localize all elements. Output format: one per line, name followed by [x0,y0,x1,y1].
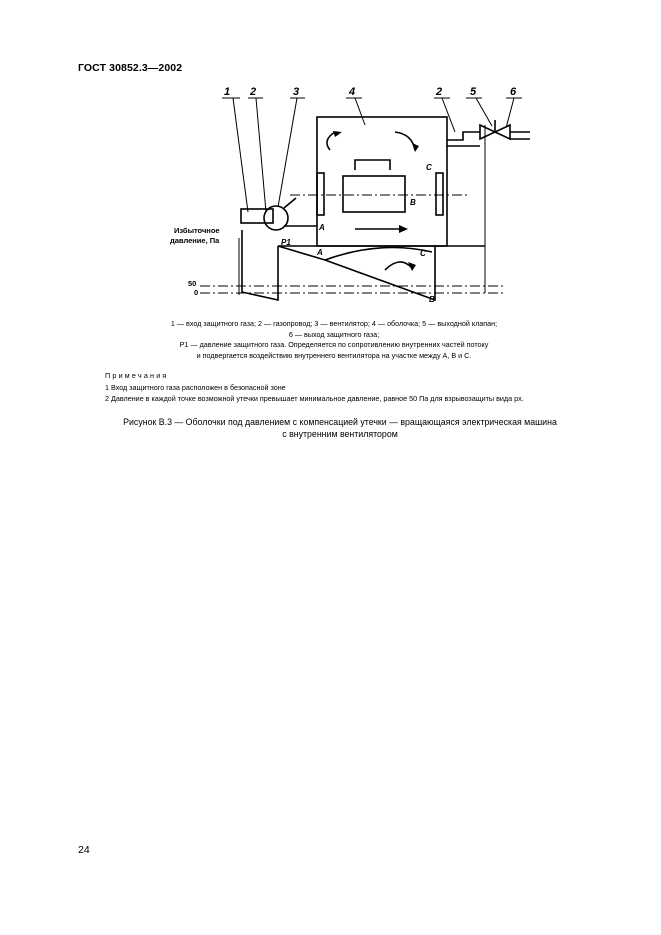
callout-3: 3 [293,86,300,98]
label-a-lower: A [317,248,323,257]
pressurized-enclosure-diagram [150,80,530,310]
motor-body [343,176,405,212]
callout-5: 5 [470,86,477,98]
axis-label-line1: Избыточное [174,226,220,235]
callout-2-outlet: 2 [436,86,443,98]
enclosure-outline [317,117,447,246]
arrowhead-lower [408,262,416,271]
legend-line: 1 — вход защитного газа; 2 — газопровод; 3 — вентилятор; 4 — оболочка; 5 — выходной клапан; [170,319,498,328]
label-p1: P1 [281,238,291,247]
legend-line: 6 — выход защитного газа; [288,329,380,339]
flow-bracket [355,160,390,170]
label-b-center: B [410,198,416,207]
legend-line: P1 — давление защитного газа. Определяется по сопротивлению внутренних частей потоку [179,340,489,349]
caption-line: Рисунок В.3 — Оболочки под давлением с компенсацией утечки — вращающаяся электрическая машина [123,417,557,427]
note-item: 2 Давление в каждой точке возможной утечки превышает минимальное давление, равное 50 Па для взрывозащиты вида px. [105,394,524,403]
outlet-valve-left [480,125,495,139]
flow-arrow-upper-left [327,132,335,150]
outlet-valve-right [495,125,510,139]
callout-2-leader [256,98,266,212]
figure-caption [70,417,610,440]
callout-6-leader [506,98,514,128]
callout-6: 6 [510,86,517,98]
callout-4: 4 [349,86,356,98]
flow-arrow-upper-right [395,132,415,150]
callout-1: 1 [224,86,231,98]
pressure-profile-left [242,230,278,300]
pressure-profile-arc [325,248,432,261]
caption-line: с внутренним вентилятором [282,428,398,439]
figure-legend [100,319,568,361]
arrowhead-2 [412,143,419,152]
callout-1-leader [233,98,248,212]
callout-3-leader [278,98,297,207]
arrowhead-1 [333,131,342,137]
notes-title: Примечания [105,371,169,380]
legend-line: и подвергается воздействию внутреннего вентилятора на участке между A, B и C. [196,350,472,360]
axis-tick-0: 0 [194,288,199,297]
document-header: ГОСТ 30852.3—2002 [78,62,183,74]
flow-arrow-lower [385,262,412,270]
pressure-profile-right [278,246,435,300]
outlet-pipe-upper [447,132,480,140]
diagram-canvas [150,80,530,310]
label-c-upper: C [426,163,432,172]
axis-tick-50: 50 [188,279,197,288]
notes-block [105,370,625,405]
label-b-bottom: B [429,295,435,304]
fan-upper-link [284,198,296,208]
label-a-upper: A [319,223,325,232]
left-end-shield [317,173,324,215]
note-item: 1 Вход защитного газа расположен в безопасной зоне [105,382,286,392]
page-number: 24 [78,844,90,856]
callout-4-leader [355,98,365,125]
callout-5-leader [476,98,492,126]
right-end-shield [436,173,443,215]
inlet-duct [241,209,273,223]
axis-label-line2: давление, Па [170,236,220,245]
label-c-lower: C [420,249,426,258]
arrowhead-flow-right [399,225,408,233]
callout-2: 2 [250,86,257,98]
callout-2b-leader [442,98,455,132]
